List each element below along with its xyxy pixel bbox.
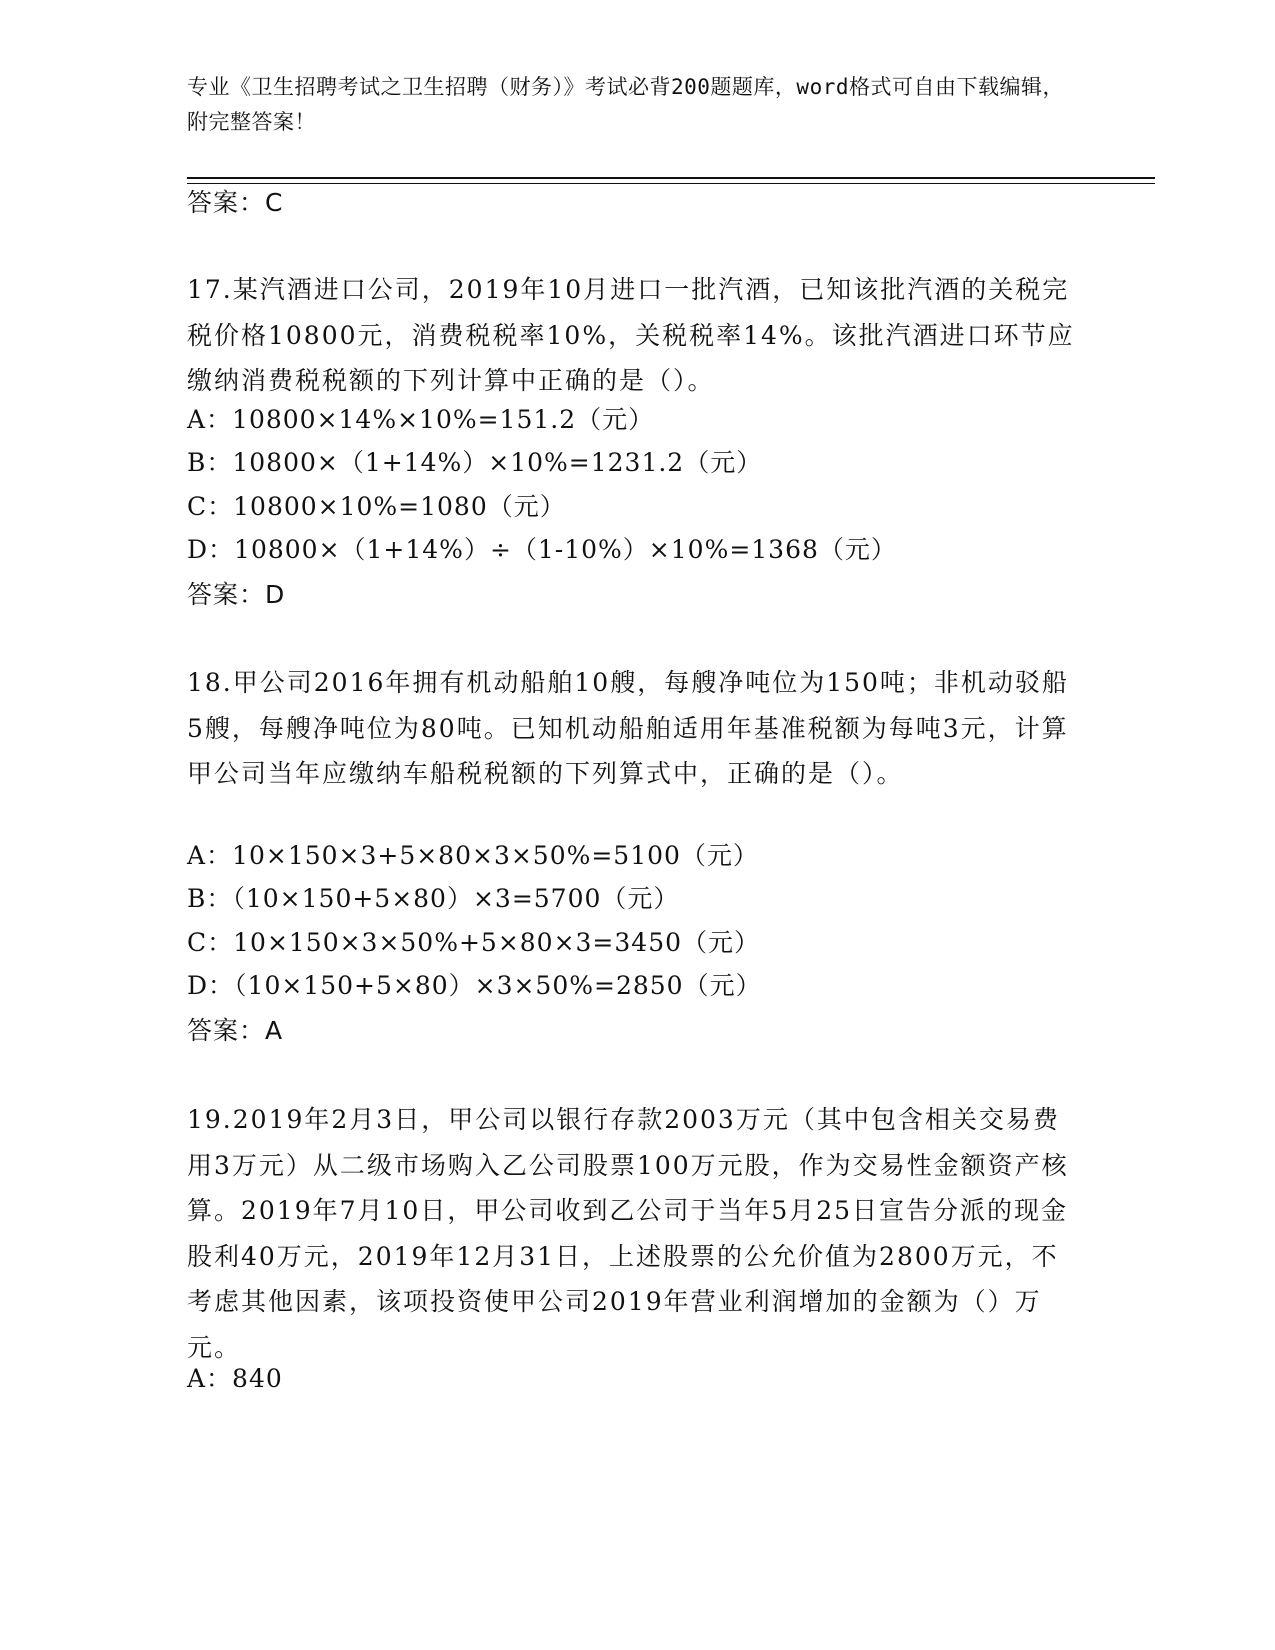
answer-16: 答案：C: [187, 188, 284, 217]
question-17-option-b: B：10800×（1+14%）×10%=1231.2（元）: [187, 448, 763, 477]
question-18-option-d: D：（10×150+5×80）×3×50%=2850（元）: [187, 971, 762, 1000]
question-19-text: 19.2019年2月3日，甲公司以银行存款2003万元（其中包含相关交易费用3万元）从二级市场购入乙公司股票100万元股，作为交易性金额资产核算。2019年7月10日，甲公司收到乙公司于当年5月25日宣告分派的现金股利40万元，2019年12月31日，上述股票的公允价值为2800万元，不考虑其他因素，该项投资使甲公司2019年营业利润增加的金额为（）万元。: [187, 1105, 1069, 1362]
question-17-text: 17.某汽酒进口公司，2019年10月进口一批汽酒，已知该批汽酒的关税完税价格10800元，消费税税率10%，关税税率14%。该批汽酒进口环节应缴纳消费税税额的下列计算中正确的是（）。: [187, 275, 1075, 395]
question-17-option-a: A：10800×14%×10%=151.2（元）: [187, 405, 655, 434]
answer-17: 答案：D: [187, 580, 286, 609]
question-19-option-a: A：840: [187, 1364, 283, 1393]
header-divider: [187, 177, 1155, 179]
question-18-option-a: A：10×150×3+5×80×3×50%=5100（元）: [187, 841, 759, 870]
header-divider-thin: [187, 183, 1155, 184]
question-18-option-b: B：（10×150+5×80）×3=5700（元）: [187, 884, 680, 913]
question-18-text: 18.甲公司2016年拥有机动船舶10艘，每艘净吨位为150吨；非机动驳船5艘，每艘净吨位为80吨。已知机动船舶适用年基准税额为每吨3元，计算甲公司当年应缴纳车船税税额的下列算式中，正确的是（）。: [187, 668, 1069, 788]
document-header: 专业《卫生招聘考试之卫生招聘（财务）》考试必背200题题库，word格式可自由下载编辑，附完整答案！: [187, 75, 1064, 134]
question-17-option-c: C：10800×10%=1080（元）: [187, 492, 566, 521]
question-18-option-c: C：10×150×3×50%+5×80×3=3450（元）: [187, 928, 761, 957]
answer-18: 答案：A: [187, 1016, 284, 1045]
question-17-option-d: D：10800×（1+14%）÷（1-10%）×10%=1368（元）: [187, 535, 897, 564]
